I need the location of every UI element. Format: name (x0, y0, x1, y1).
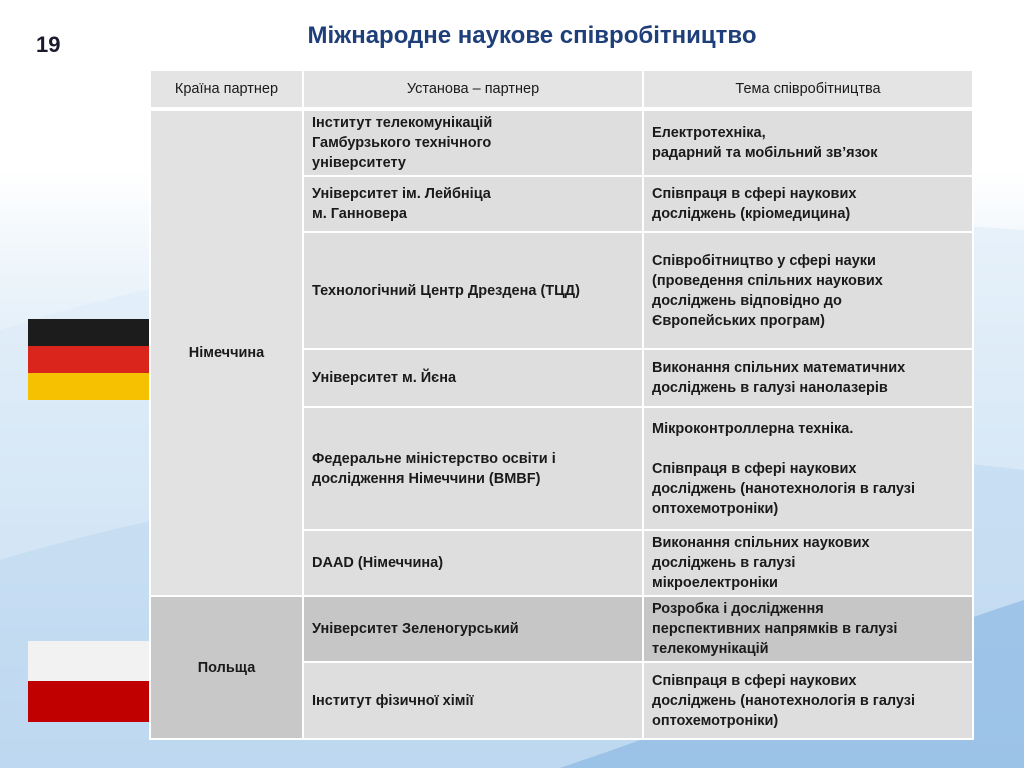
institution-text: Федеральне міністерство освіти і дослідження Німеччини (BMBF) (312, 450, 556, 487)
table-row (150, 596, 973, 662)
institution-text: Інститут фізичної хімії (312, 692, 474, 709)
institution-cell (303, 109, 643, 176)
header-topic: Тема співробітництва (643, 70, 973, 109)
topic-cell (643, 596, 973, 662)
germany-flag (28, 319, 149, 400)
institution-text: Інститут телекомунікацій Гамбурзького технічного університету (312, 115, 493, 171)
topic-text: Співпраця в сфері наукових досліджень (нанотехнологія в галузі оптохемотроніки) (652, 672, 916, 729)
topic-cell (643, 176, 973, 232)
institution-cell (303, 530, 643, 596)
table-row (150, 109, 973, 176)
header-institution: Установа – партнер (303, 70, 643, 109)
institution-cell (303, 349, 643, 407)
topic-text: Співробітництво у сфері науки (проведення спільних наукових досліджень відповідно до Європейських програм) (652, 252, 883, 329)
topic-cell (643, 109, 973, 176)
topic-cell (643, 407, 973, 530)
poland-flag-white-stripe (28, 641, 149, 681)
topic-text: Розробка і дослідження перспективних напрямків в галузі телекомунікацій (652, 601, 898, 657)
germany-flag-black-stripe (28, 319, 149, 346)
topic-text: Співпраця в сфері наукових досліджень (кріомедицина) (652, 186, 857, 222)
institution-cell (303, 662, 643, 739)
topic-cell (643, 349, 973, 407)
topic-text: Виконання спільних наукових досліджень в галузі мікроелектроніки (652, 535, 870, 591)
poland-flag (28, 641, 149, 722)
slide-number: 19 (36, 32, 61, 57)
topic-text: Виконання спільних математичних досліджень в галузі нанолазерів (652, 360, 906, 396)
table-header-row (150, 70, 973, 109)
institution-cell (303, 176, 643, 232)
institution-cell (303, 232, 643, 349)
topic-cell (643, 232, 973, 349)
cooperation-table (149, 69, 974, 740)
country-germany: Німеччина (150, 109, 303, 596)
topic-text: Мікроконтроллерна техніка. Співпраця в сфері наукових досліджень (нанотехнологія в галузі оптохемотроніки) (652, 420, 916, 517)
institution-text: Технологічний Центр Дрездена (ТЦД) (312, 282, 580, 299)
poland-flag-red-stripe (28, 681, 149, 722)
institution-text: Університет Зеленогурський (312, 621, 519, 637)
germany-flag-red-stripe (28, 346, 149, 373)
topic-text: Електротехніка, радарний та мобільний зв’язок (652, 125, 878, 161)
topic-cell (643, 662, 973, 739)
slide-title: Міжнародне наукове співробітництво (307, 22, 757, 49)
institution-cell (303, 407, 643, 530)
institution-text: Університет ім. Лейбніца м. Ганновера (312, 186, 491, 222)
institution-text: DAAD (Німеччина) (312, 555, 444, 571)
germany-flag-gold-stripe (28, 373, 149, 400)
institution-text: Університет м. Йєна (312, 370, 457, 386)
topic-cell (643, 530, 973, 596)
institution-cell (303, 596, 643, 662)
header-country: Країна партнер (150, 70, 303, 109)
country-poland: Польща (150, 596, 303, 739)
